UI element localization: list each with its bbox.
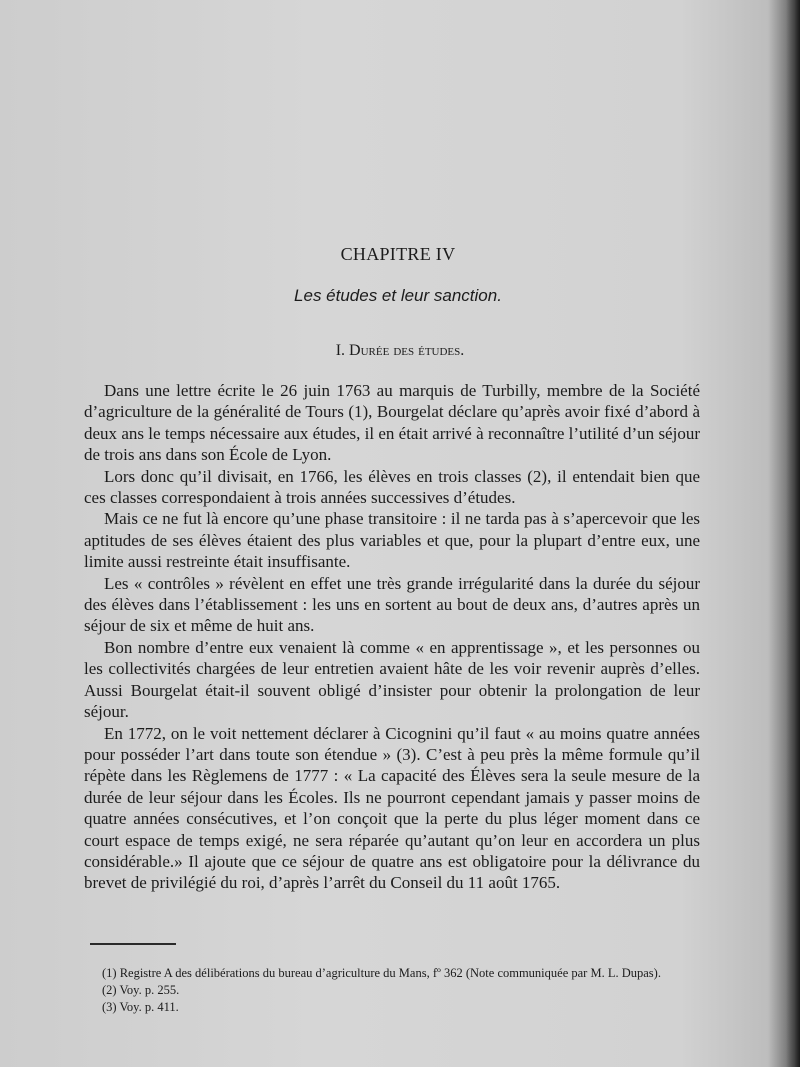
footnote: (1) Registre A des délibérations du bureau d’agriculture du Mans, fº 362 (Note communiquée par M. L. Dupas). bbox=[102, 966, 661, 980]
paragraph: Lors donc qu’il divisait, en 1766, les élèves en trois classes (2), il entendait bien que ces classes correspondaient à trois années successives d’études. bbox=[84, 466, 700, 508]
section-heading bbox=[0, 342, 800, 360]
footnote: (2) Voy. p. 255. bbox=[102, 983, 180, 997]
paragraph: Les « contrôles » révèlent en effet une très grande irrégularité dans la durée du séjour des élèves dans l’établissement : les uns en sortent au bout de deux ans, d’autres après un séjour de six et même de huit ans. bbox=[84, 573, 700, 636]
section-number: I. bbox=[335, 342, 350, 359]
page-edge-shadow bbox=[786, 0, 800, 1067]
chapter-title: CHAPITRE IV bbox=[340, 244, 456, 264]
paragraph: Mais ce ne fut là encore qu’une phase transitoire : il ne tarda pas à s’apercevoir que les aptitudes de ses élèves étaient des plus variables et que, pour la plupart d’entre eux, une limite aussi restreinte était insuffisante. bbox=[84, 509, 700, 572]
paragraph: En 1772, on le voit nettement déclarer à Cicognini qu’il faut « au moins quatre années pour posséder l’art dans toute son étendue » (3). C’est à peu près la même formule qu’il répète dans les Règlemens de 1777 : « La capacité des Élèves sera la seule mesure de la durée de leur séjour dans les Écoles. Ils ne pourront cependant jamais y passer moins de quatre années consécutives, et l’on conçoit que la perte du plus léger moment dans ce court espace de temps exigé, ne sera réparée qu’autant qu’on leur en accordera un plus considérable.» Il ajoute que ce séjour de quatre ans est obligatoire pour la délivrance du brevet de privilégié du roi, d’après l’arrêt du Conseil du 11 août 1765. bbox=[84, 723, 700, 893]
footnote-divider bbox=[90, 943, 176, 945]
paragraph: Bon nombre d’entre eux venaient là comme « en apprentissage », et les personnes ou les collectivités chargées de leur entretien avaient hâte de les voir revenir auprès d’elles. Aussi Bourgelat était-il souvent obligé d’insister pour obtenir la prolongation de leur séjour. bbox=[84, 637, 700, 722]
chapter-subtitle: Les études et leur sanction. bbox=[294, 286, 502, 305]
footnotes bbox=[84, 965, 702, 1016]
footnote: (3) Voy. p. 411. bbox=[102, 1000, 179, 1014]
paragraph: Dans une lettre écrite le 26 juin 1763 au marquis de Turbilly, membre de la Société d’agriculture de la généralité de Tours (1), Bourgelat déclare qu’après avoir fixé d’abord à deux ans le temps nécessaire aux études, il en était arrivé à reconnaître l’utilité d’un séjour de trois ans dans son École de Lyon. bbox=[84, 381, 700, 465]
section-title: Durée des études. bbox=[349, 342, 465, 359]
body-text bbox=[84, 380, 700, 894]
